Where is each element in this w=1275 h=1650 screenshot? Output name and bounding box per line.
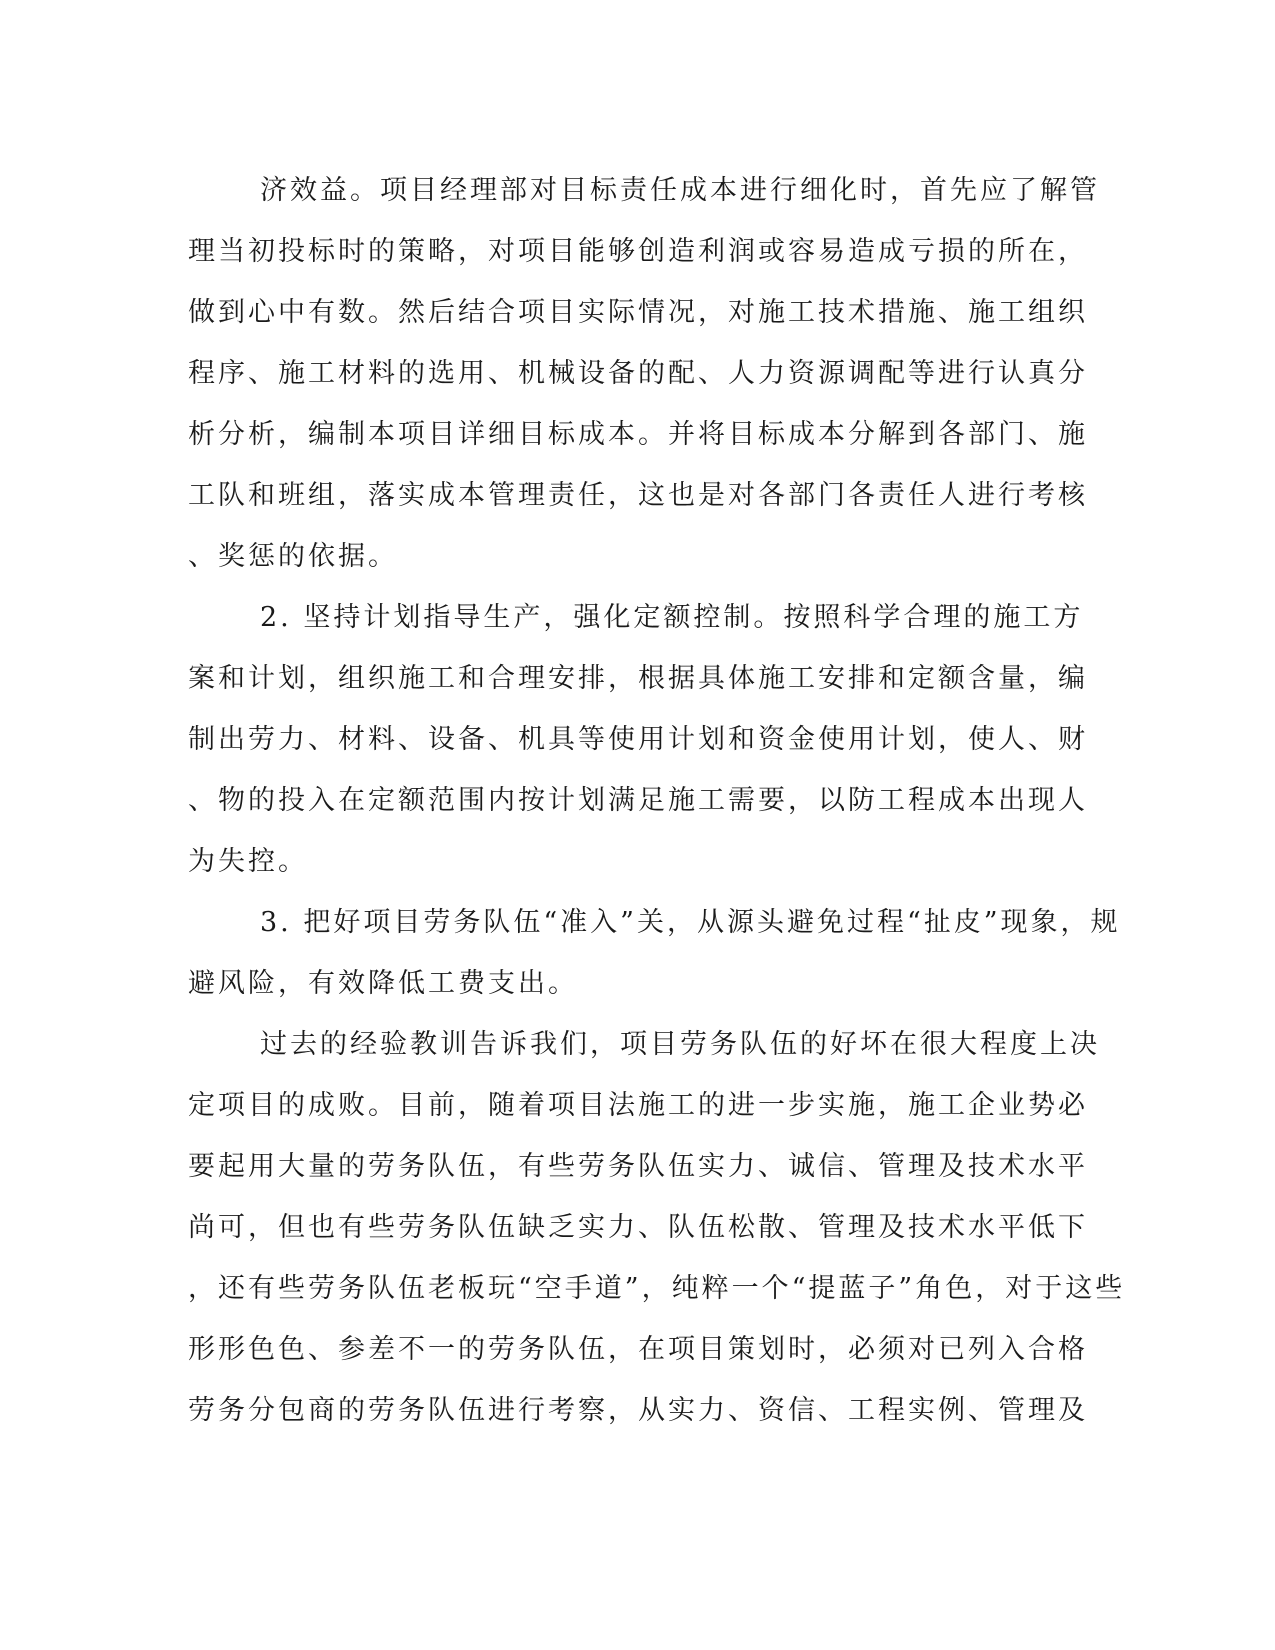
- text-line: 尚可，但也有些劳务队伍缺乏实力、队伍松散、管理及技术水平低下: [188, 1212, 1088, 1243]
- text-line: ，还有些劳务队伍老板玩“空手道”，纯粹一个“提蓝子”角色，对于这些: [188, 1273, 1126, 1304]
- text-line: 2. 坚持计划指导生产，强化定额控制。按照科学合理的施工方: [260, 602, 1084, 633]
- text-line: 理当初投标时的策略，对项目能够创造利润或容易造成亏损的所在，: [188, 236, 1088, 267]
- text-line: 、奖惩的依据。: [188, 541, 398, 572]
- text-line: 、物的投入在定额范围内按计划满足施工需要，以防工程成本出现人: [188, 785, 1088, 816]
- text-line: 劳务分包商的劳务队伍进行考察，从实力、资信、工程实例、管理及: [188, 1395, 1088, 1426]
- body-text: [188, 160, 1126, 1441]
- text-line: 做到心中有数。然后结合项目实际情况，对施工技术措施、施工组织: [188, 297, 1088, 328]
- text-line: 避风险，有效降低工费支出。: [188, 968, 578, 999]
- text-line: 工队和班组，落实成本管理责任，这也是对各部门各责任人进行考核: [188, 480, 1088, 511]
- text-line: 定项目的成败。目前，随着项目法施工的进一步实施，施工企业势必: [188, 1090, 1088, 1121]
- text-line: 要起用大量的劳务队伍，有些劳务队伍实力、诚信、管理及技术水平: [188, 1151, 1088, 1182]
- text-line: 3. 把好项目劳务队伍“准入”关，从源头避免过程“扯皮”现象，规: [260, 907, 1121, 938]
- text-line: 案和计划，组织施工和合理安排，根据具体施工安排和定额含量，编: [188, 663, 1088, 694]
- text-line: 析分析，编制本项目详细目标成本。并将目标成本分解到各部门、施: [188, 419, 1088, 450]
- text-line: 济效益。项目经理部对目标责任成本进行细化时，首先应了解管: [260, 175, 1100, 206]
- text-line: 过去的经验教训告诉我们，项目劳务队伍的好坏在很大程度上决: [260, 1029, 1100, 1060]
- text-line: 形形色色、参差不一的劳务队伍，在项目策划时，必须对已列入合格: [188, 1334, 1088, 1365]
- text-line: 为失控。: [188, 846, 308, 877]
- text-line: 制出劳力、材料、设备、机具等使用计划和资金使用计划，使人、财: [188, 724, 1088, 755]
- text-line: 程序、施工材料的选用、机械设备的配、人力资源调配等进行认真分: [188, 358, 1088, 389]
